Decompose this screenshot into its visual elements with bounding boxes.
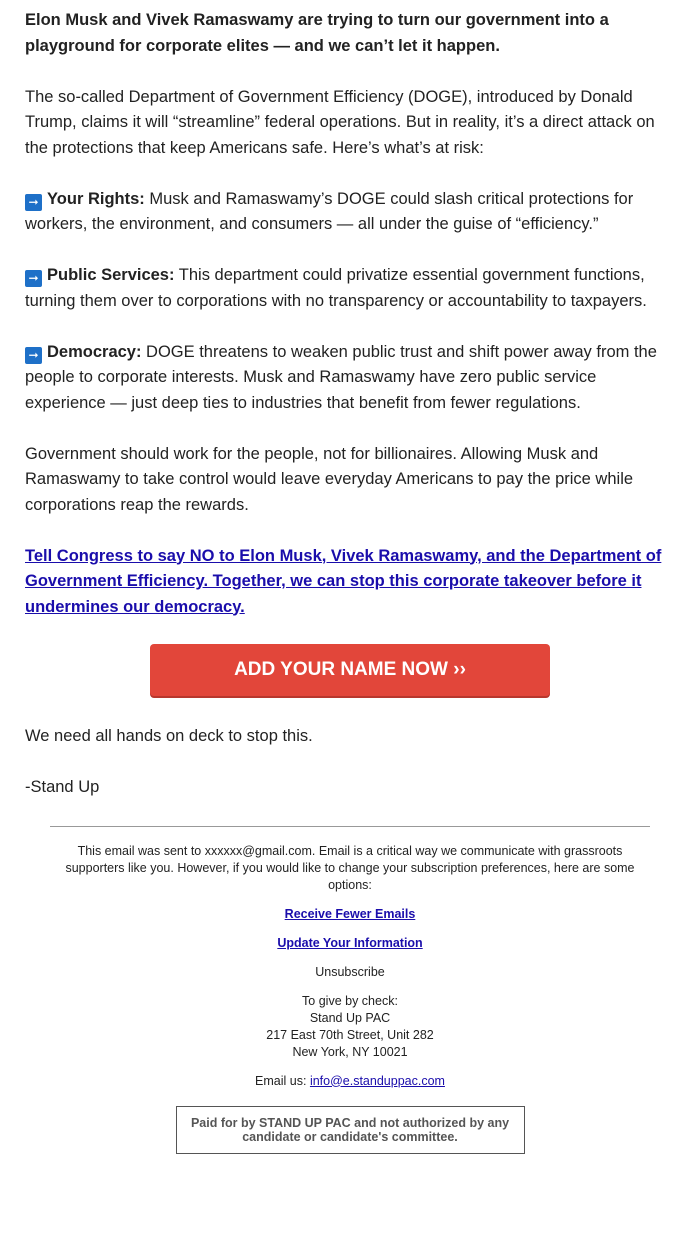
point-title: Your Rights: bbox=[47, 189, 145, 208]
right-arrow-icon: ➞ bbox=[25, 194, 42, 211]
point-text: Musk and Ramaswamy’s DOGE could slash critical protections for workers, the environment, and consumers — all under the guise of “efficiency.” bbox=[25, 189, 634, 233]
headline: Elon Musk and Vivek Ramaswamy are trying to turn our government into a playground for corporate elites — and we can’t let it happen. bbox=[25, 11, 609, 55]
mailing-address bbox=[50, 993, 650, 1061]
point-democracy bbox=[25, 340, 675, 417]
right-arrow-icon: ➞ bbox=[25, 270, 42, 287]
all-hands-text: We need all hands on deck to stop this. bbox=[25, 726, 313, 745]
city-address: New York, NY 10021 bbox=[292, 1044, 408, 1059]
point-rights bbox=[25, 187, 675, 238]
right-arrow-icon: ➞ bbox=[25, 347, 42, 364]
point-title: Public Services: bbox=[47, 266, 175, 284]
intro-paragraph: The so-called Department of Government Efficiency (DOGE), introduced by Donald Trump, claims it will “streamline” federal operations. But in reality, it’s a direct attack on the protections that keep Americans safe. Here’s what’s at risk: bbox=[25, 87, 655, 157]
paid-for-disclaimer: Paid for by STAND UP PAC and not authorized by any candidate or candidate's committee. bbox=[176, 1106, 525, 1154]
point-text: DOGE threatens to weaken public trust and shift power away from the people to corporate interests. Musk and Ramaswamy have zero public service experience — just deep ties to industries that benefit from fewer regulations. bbox=[25, 342, 657, 412]
closing-paragraph: Government should work for the people, not for billionaires. Allowing Musk and Ramaswamy to take control would leave everyday Americans to pay the price while corporations reap the rewards. bbox=[25, 444, 634, 514]
street-address: 217 East 70th Street, Unit 282 bbox=[266, 1027, 434, 1042]
cta-paragraph bbox=[25, 544, 675, 621]
sent-notice: This email was sent to xxxxxx@gmail.com. Email is a critical way we communicate with grassroots supporters like you. However, if you would like to change your subscription preferences, here are some options: bbox=[65, 843, 635, 892]
add-your-name-button[interactable]: ADD YOUR NAME NOW ›› bbox=[150, 644, 550, 696]
cta-button-row bbox=[25, 644, 675, 696]
signoff: -Stand Up bbox=[25, 777, 100, 796]
receive-fewer-emails-link[interactable]: Receive Fewer Emails bbox=[284, 906, 416, 921]
point-title: Democracy: bbox=[47, 342, 142, 361]
contact-line bbox=[50, 1073, 650, 1090]
check-label: To give by check: bbox=[302, 993, 398, 1008]
point-text: This department could privatize essential government functions, turning them over to corporations with no transparency or accountability to taxpayers. bbox=[25, 266, 647, 310]
update-information-link[interactable]: Update Your Information bbox=[277, 935, 423, 950]
point-public-services bbox=[25, 263, 675, 314]
tell-congress-link[interactable]: Tell Congress to say NO to Elon Musk, Vivek Ramaswamy, and the Department of Government Efficiency. Together, we can stop this corporate takeover before it undermines our democracy. bbox=[25, 546, 662, 616]
contact-email-link[interactable]: info@e.standuppac.com bbox=[309, 1073, 445, 1088]
email-footer bbox=[50, 826, 650, 1154]
email-label: Email us: bbox=[255, 1073, 310, 1088]
org-name: Stand Up PAC bbox=[309, 1010, 391, 1025]
unsubscribe-link[interactable]: Unsubscribe bbox=[315, 964, 385, 979]
